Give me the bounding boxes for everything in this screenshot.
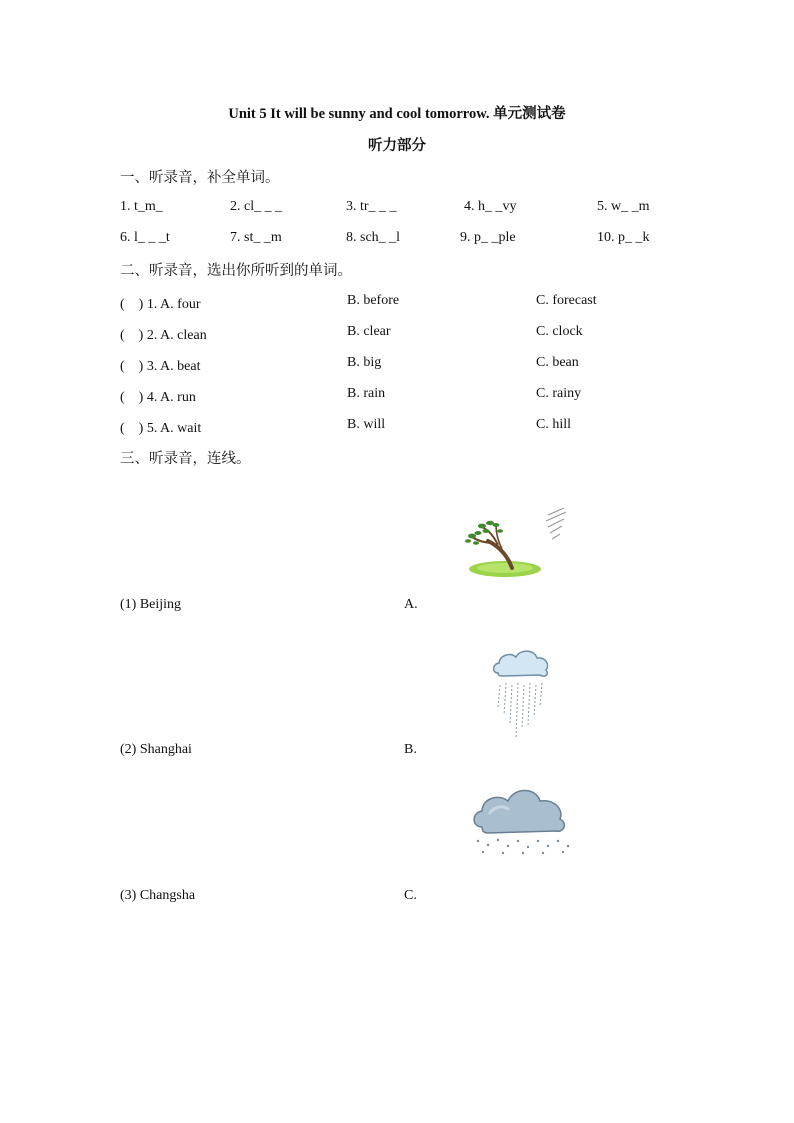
blank-word-5: 5. w_ _m bbox=[597, 199, 650, 214]
rain-cloud-icon bbox=[488, 645, 558, 745]
blank-word-4: 4. h_ _vy bbox=[464, 199, 517, 214]
choice-question-2: ( ) 2. A. clean bbox=[120, 328, 207, 343]
city-label-1: (1) Beijing bbox=[120, 597, 182, 612]
choice-option-b-2: B. clear bbox=[347, 324, 391, 339]
choice-option-b-5: B. will bbox=[347, 417, 386, 432]
picture-option-b: B. bbox=[404, 742, 417, 757]
snow-cloud-icon bbox=[470, 783, 575, 858]
page-subtitle: 听力部分 bbox=[368, 138, 426, 154]
choice-question-5: ( ) 5. A. wait bbox=[120, 421, 202, 436]
blank-word-6: 6. l_ _ _t bbox=[120, 230, 170, 245]
section1-heading: 一、听录音，补全单词。 bbox=[120, 170, 280, 186]
picture-option-c: C. bbox=[404, 888, 417, 903]
section2-heading: 二、听录音，选出你所听到的单词。 bbox=[120, 263, 352, 279]
picture-option-a: A. bbox=[404, 597, 418, 612]
choice-option-c-2: C. clock bbox=[536, 324, 583, 339]
choice-option-b-1: B. before bbox=[347, 293, 400, 308]
choice-question-3: ( ) 3. A. beat bbox=[120, 359, 201, 374]
section3-heading: 三、听录音，连线。 bbox=[120, 451, 251, 467]
blank-word-8: 8. sch_ _l bbox=[346, 230, 401, 245]
blank-word-7: 7. st_ _m bbox=[230, 230, 282, 245]
choice-option-b-3: B. big bbox=[347, 355, 382, 370]
choice-option-c-5: C. hill bbox=[536, 417, 572, 432]
blank-word-9: 9. p_ _ple bbox=[460, 230, 516, 245]
page-title: Unit 5 It will be sunny and cool tomorrow. 单元测试卷 bbox=[228, 106, 566, 122]
choice-option-c-1: C. forecast bbox=[536, 293, 597, 308]
blank-word-3: 3. tr_ _ _ bbox=[346, 199, 397, 214]
choice-option-c-4: C. rainy bbox=[536, 386, 582, 401]
blank-word-1: 1. t_m_ bbox=[120, 199, 163, 214]
choice-option-b-4: B. rain bbox=[347, 386, 386, 401]
blank-word-2: 2. cl_ _ _ bbox=[230, 199, 283, 214]
city-label-2: (2) Shanghai bbox=[120, 742, 192, 757]
city-label-3: (3) Changsha bbox=[120, 888, 196, 903]
choice-option-c-3: C. bean bbox=[536, 355, 579, 370]
choice-question-1: ( ) 1. A. four bbox=[120, 297, 201, 312]
choice-question-4: ( ) 4. A. run bbox=[120, 390, 196, 405]
windy-tree-icon bbox=[460, 505, 575, 585]
blank-word-10: 10. p_ _k bbox=[597, 230, 650, 245]
